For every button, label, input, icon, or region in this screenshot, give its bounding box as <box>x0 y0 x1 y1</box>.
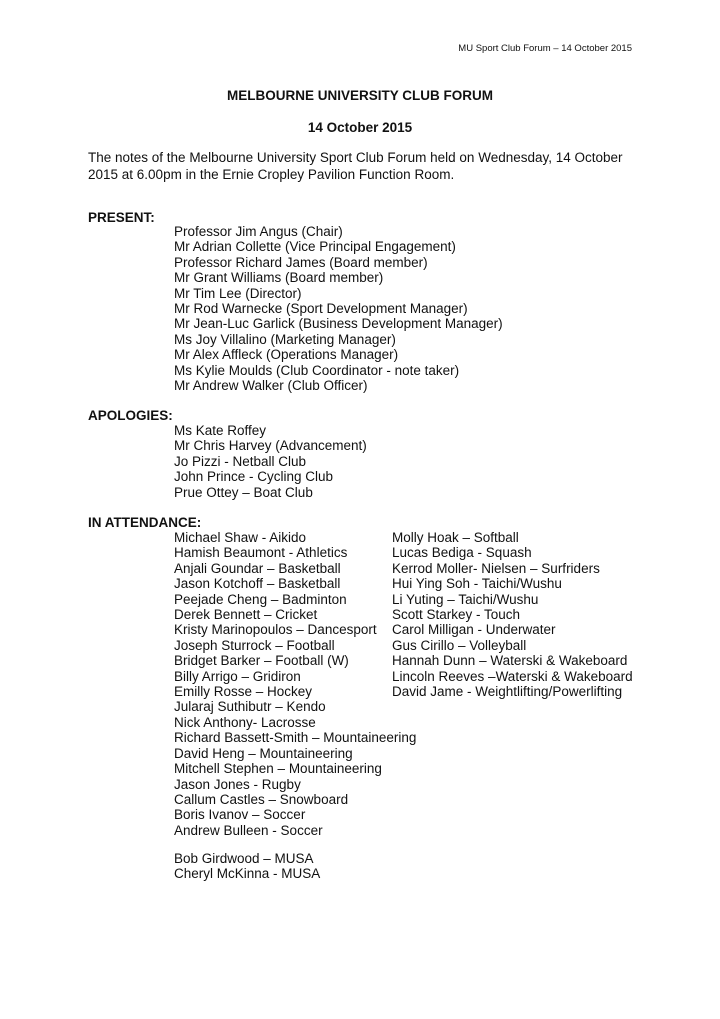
apologies-heading: APOLOGIES: <box>88 408 173 423</box>
attendance-column-1 <box>174 530 416 838</box>
document-title: MELBOURNE UNIVERSITY CLUB FORUM <box>226 88 493 103</box>
list-item: Professor Jim Angus (Chair) <box>174 224 343 239</box>
list-item: Mr Chris Harvey (Advancement) <box>174 438 367 454</box>
list-item: Mr Alex Affleck (Operations Manager) <box>174 347 399 363</box>
list-item: Michael Shaw - Aikido <box>174 530 307 545</box>
apologies-list <box>174 423 367 500</box>
list-item: Lincoln Reeves –Waterski & Wakeboard <box>392 668 633 684</box>
list-item: Professor Richard James (Board member) <box>174 254 428 270</box>
list-item: Lucas Bediga - Squash <box>392 545 532 561</box>
running-header: MU Sport Club Forum – 14 October 2015 <box>458 43 632 54</box>
present-list <box>174 224 503 393</box>
list-item: Hamish Beaumont - Athletics <box>174 545 348 561</box>
list-item: Jason Jones - Rugby <box>174 776 301 792</box>
list-item: Hui Ying Soh - Taichi/Wushu <box>392 576 562 592</box>
attendance-heading: IN ATTENDANCE: <box>88 515 202 530</box>
list-item: David Heng – Mountaineering <box>174 745 353 761</box>
list-item: Billy Arrigo – Gridiron <box>174 668 301 684</box>
list-item: Jularaj Suthibutr – Kendo <box>174 699 326 715</box>
list-item: Nick Anthony- Lacrosse <box>174 714 316 730</box>
intro-paragraph: The notes of the Melbourne University Sport Club Forum held on Wednesday, 14 October 2015 at 6.00pm in the Ernie Cropley Pavilion Function Room. <box>88 150 623 182</box>
list-item: Mr Jean-Luc Garlick (Business Development Manager) <box>174 316 503 332</box>
list-item: Bridget Barker – Football (W) <box>174 653 349 669</box>
list-item: Anjali Goundar – Basketball <box>174 560 341 576</box>
list-item: Ms Joy Villalino (Marketing Manager) <box>174 331 396 347</box>
list-item: Jason Kotchoff – Basketball <box>174 576 341 592</box>
list-item: Mr Adrian Collette (Vice Principal Engagement) <box>174 239 456 255</box>
list-item: Ms Kylie Moulds (Club Coordinator - note taker) <box>174 362 460 378</box>
list-item: David Jame - Weightlifting/Powerlifting <box>392 684 623 700</box>
list-item: Molly Hoak – Softball <box>392 530 519 545</box>
list-item: Mr Rod Warnecke (Sport Development Manager) <box>174 301 468 317</box>
list-item: Carol Milligan - Underwater <box>392 622 556 638</box>
list-item: Hannah Dunn – Waterski & Wakeboard <box>392 653 628 669</box>
document-date: 14 October 2015 <box>307 120 413 135</box>
list-item: Kristy Marinopoulos – Dancesport <box>174 622 377 638</box>
list-item: Derek Bennett – Cricket <box>174 607 318 623</box>
list-item: Bob Girdwood – MUSA <box>174 851 314 866</box>
list-item: Mr Tim Lee (Director) <box>174 285 302 301</box>
list-item: Cheryl McKinna - MUSA <box>174 866 321 882</box>
list-item: Peejade Cheng – Badminton <box>174 591 347 607</box>
list-item: Ms Kate Roffey <box>174 423 267 438</box>
list-item: Emilly Rosse – Hockey <box>174 684 313 700</box>
list-item: Mr Grant Williams (Board member) <box>174 270 384 286</box>
attendance-column-2 <box>392 530 633 699</box>
list-item: Jo Pizzi - Netball Club <box>174 453 307 469</box>
list-item: Li Yuting – Taichi/Wushu <box>392 591 539 607</box>
list-item: Callum Castles – Snowboard <box>174 791 349 807</box>
musa-list <box>174 851 320 882</box>
list-item: John Prince - Cycling Club <box>174 469 334 485</box>
list-item: Prue Ottey – Boat Club <box>174 484 313 500</box>
list-item: Joseph Sturrock – Football <box>174 637 335 653</box>
list-item: Gus Cirillo – Volleyball <box>392 637 527 653</box>
list-item: Mr Andrew Walker (Club Officer) <box>174 378 368 394</box>
list-item: Andrew Bulleen - Soccer <box>174 822 323 838</box>
list-item: Kerrod Moller- Nielsen – Surfriders <box>392 560 600 576</box>
present-heading: PRESENT: <box>88 210 155 225</box>
list-item: Scott Starkey - Touch <box>392 607 521 623</box>
list-item: Mitchell Stephen – Mountaineering <box>174 761 382 777</box>
list-item: Boris Ivanov – Soccer <box>174 807 306 823</box>
list-item: Richard Bassett-Smith – Mountaineering <box>174 730 417 746</box>
